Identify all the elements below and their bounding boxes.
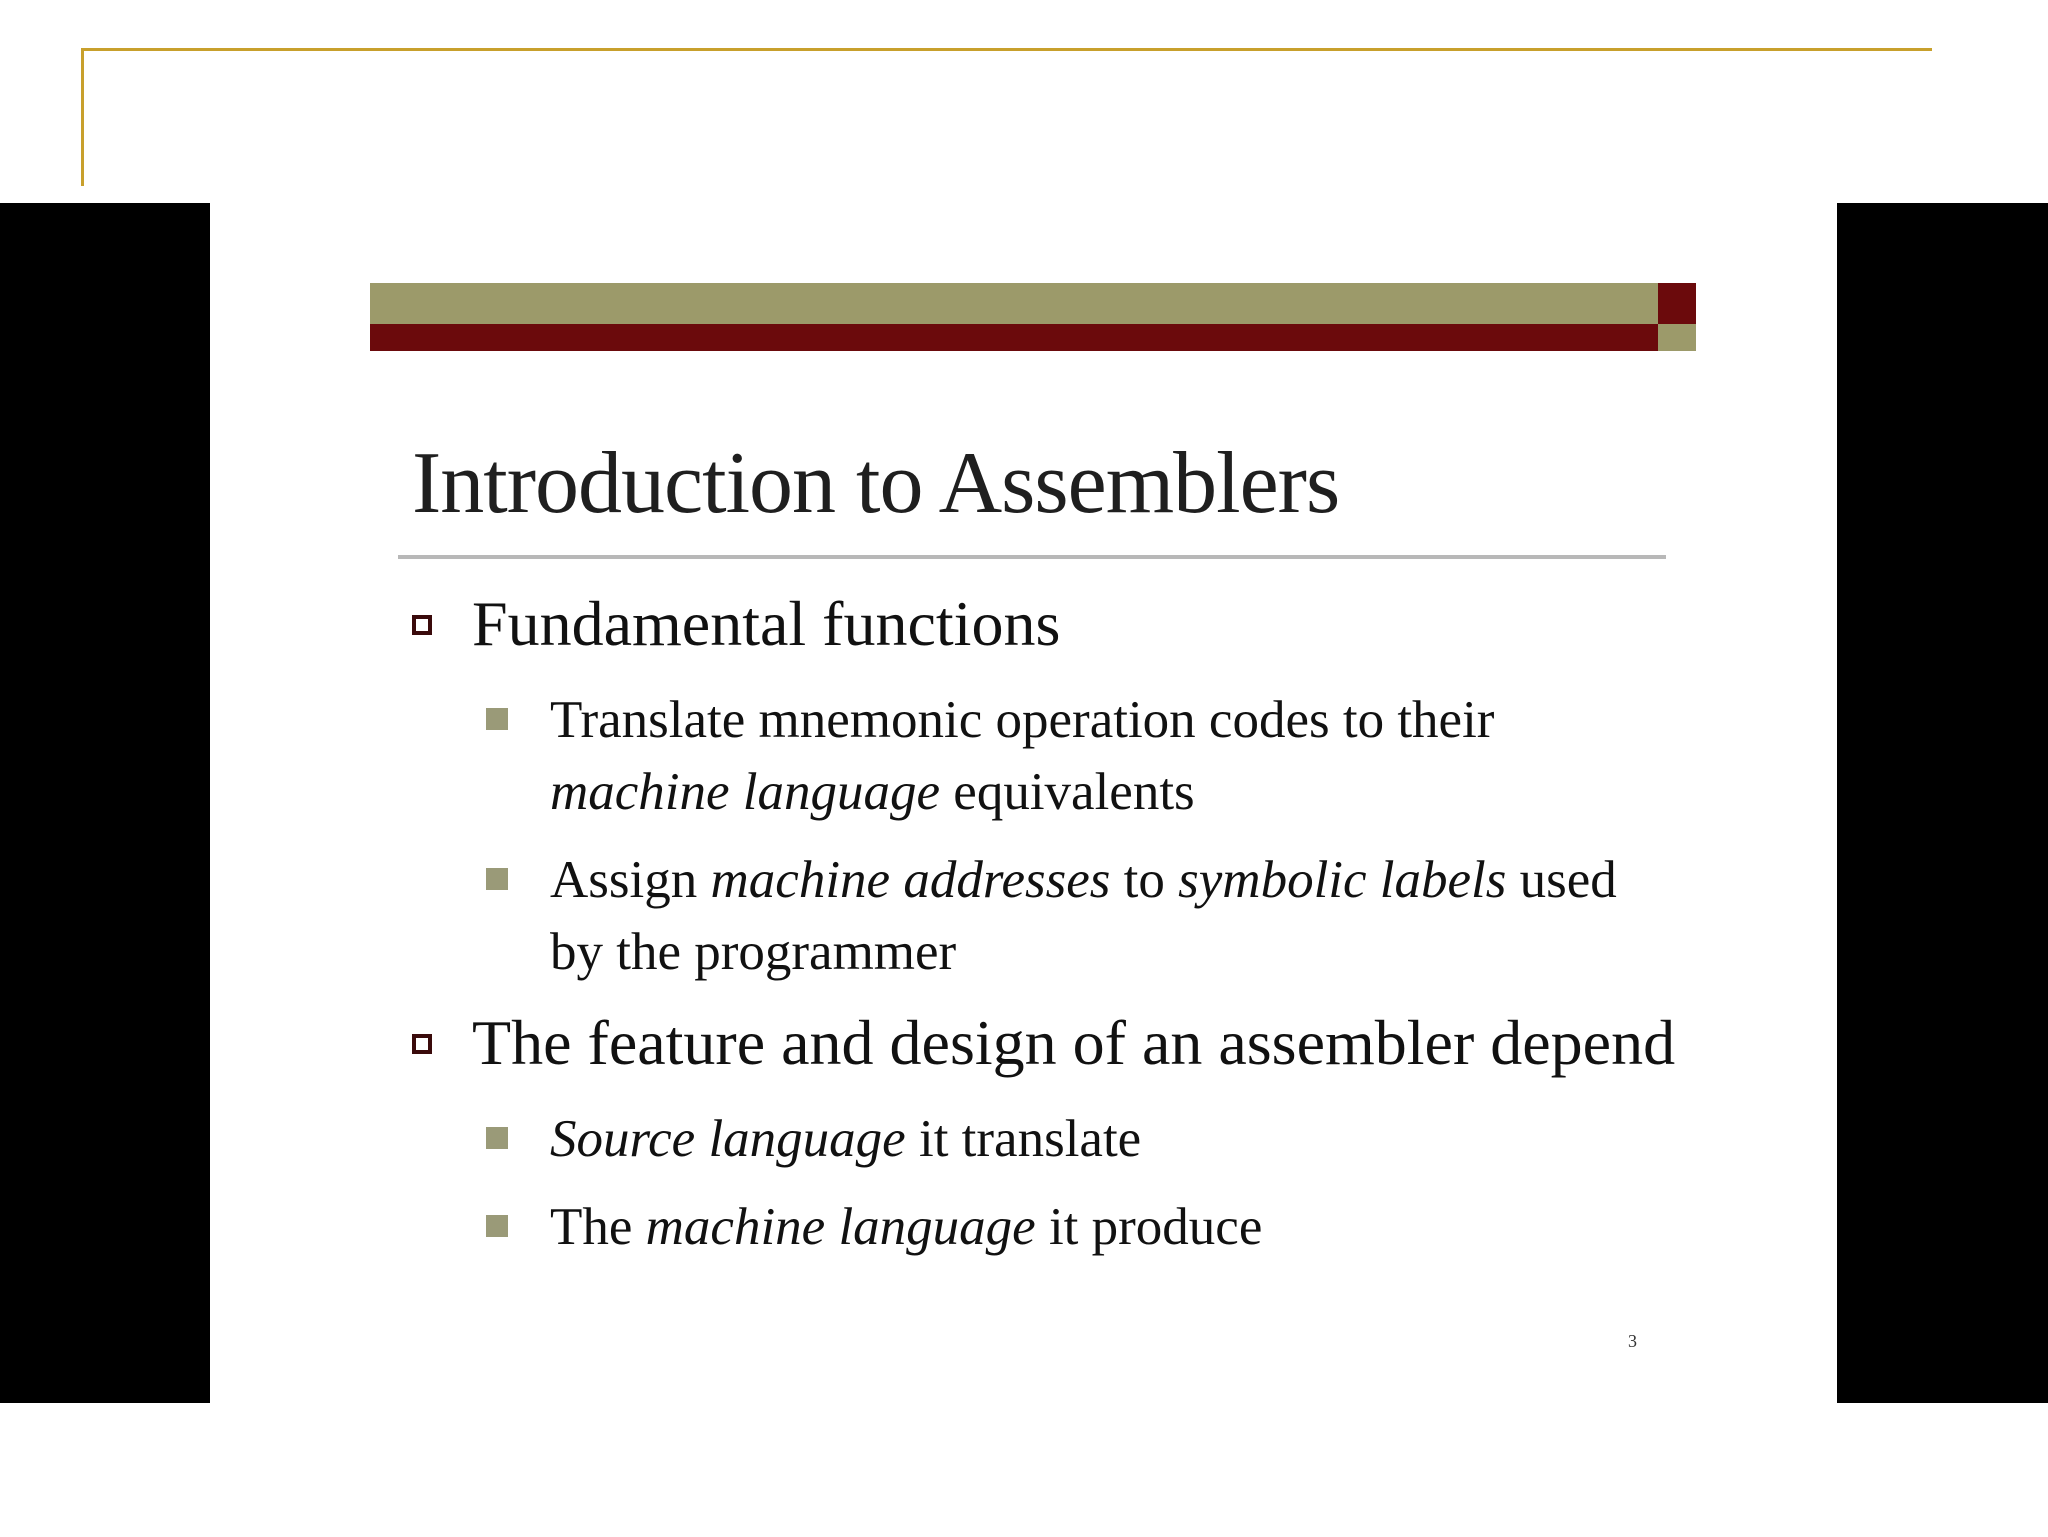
sub-bullet-line-2: machine language equivalents bbox=[550, 763, 1195, 821]
title-divider bbox=[398, 555, 1666, 559]
header-corner-maroon bbox=[1658, 283, 1696, 324]
slide-title: Introduction to Assemblers bbox=[412, 435, 1340, 532]
sub-bullet-line-1: Source language it translate bbox=[550, 1110, 1142, 1168]
header-corner-olive bbox=[1658, 324, 1696, 351]
filled-square-bullet-icon bbox=[486, 1127, 508, 1149]
frame-top-line bbox=[81, 48, 1932, 51]
slide-page-number: 3 bbox=[1628, 1331, 1637, 1351]
filled-square-bullet-icon bbox=[486, 708, 508, 730]
bullet-text: Fundamental functions bbox=[472, 588, 1061, 659]
letterbox-left bbox=[0, 203, 210, 1403]
header-maroon-band bbox=[370, 324, 1658, 351]
frame-left-line bbox=[81, 48, 84, 186]
hollow-square-bullet-icon bbox=[412, 615, 432, 635]
header-olive-band bbox=[370, 283, 1658, 324]
sub-bullet-line-1: The machine language it produce bbox=[550, 1198, 1263, 1256]
sub-bullet-line-2: by the programmer bbox=[550, 923, 957, 981]
slide-header-bar bbox=[370, 283, 1696, 351]
hollow-square-bullet-icon bbox=[412, 1034, 432, 1054]
filled-square-bullet-icon bbox=[486, 868, 508, 890]
sub-bullet-line-1: Translate mnemonic operation codes to their bbox=[550, 691, 1495, 749]
sub-bullet-line-1: Assign machine addresses to symbolic labels used bbox=[550, 851, 1617, 909]
slide bbox=[210, 203, 1837, 1403]
letterbox-right bbox=[1837, 203, 2048, 1403]
bullet-text: The feature and design of an assembler depend bbox=[472, 1007, 1676, 1078]
filled-square-bullet-icon bbox=[486, 1215, 508, 1237]
